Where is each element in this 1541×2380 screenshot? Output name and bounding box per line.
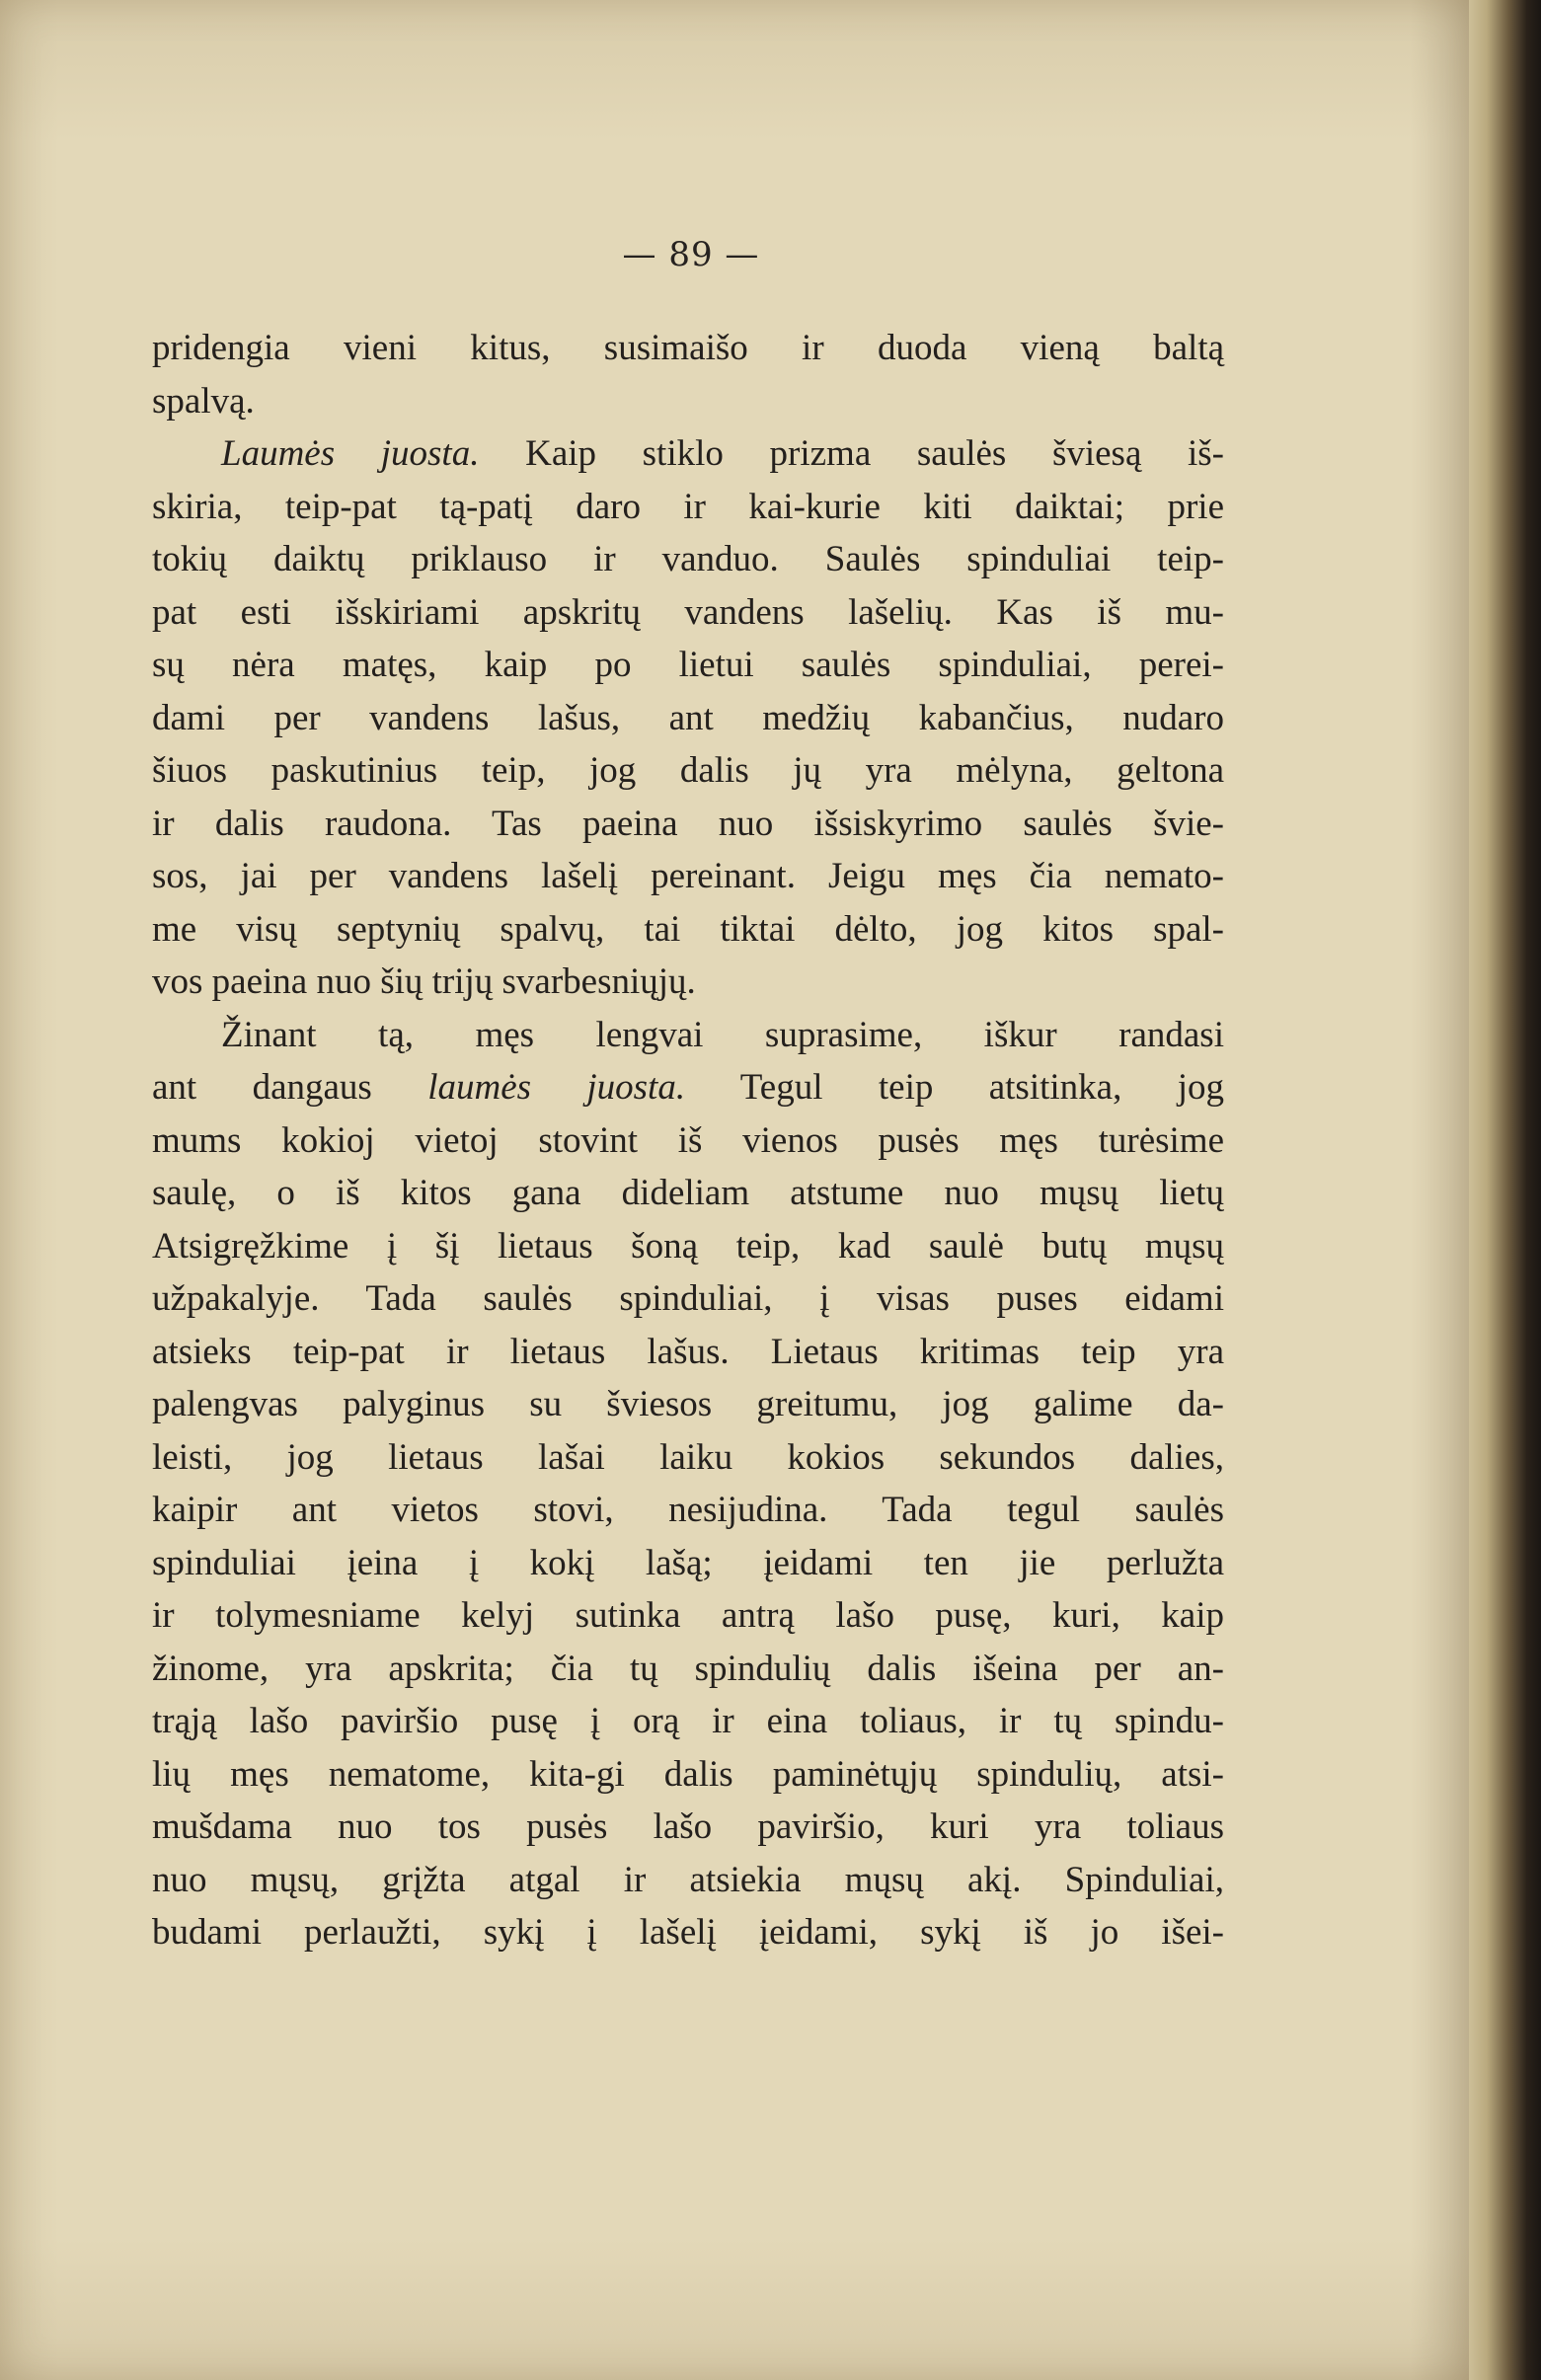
text-line: užpakalyje. Tada saulės spinduliai, į visas puses eidami [152,1278,1224,1319]
text-line [152,1061,1224,1114]
text-line: budami perlaužti, sykį į lašelį įeidami, sykį iš jo išei- [152,1912,1224,1953]
text-line: spinduliai įeina į kokį lašą; įeidami ten jie perlužta [152,1542,1224,1583]
text-line: vos paeina nuo šių trijų svarbesniųjų. [152,961,696,1002]
text-line: šiuos paskutinius teip, jog dalis jų yra mėlyna, geltona [152,750,1224,791]
text-line: trąją lašo paviršio pusę į orą ir eina toliaus, ir tų spindu- [152,1701,1224,1741]
text-span: Tegul teip atsitinka, jog [685,1067,1224,1108]
text-line: ir dalis raudona. Tas paeina nuo išsiskyrimo saulės švie- [152,803,1224,844]
text-line: nuo mųsų, grįžta atgal ir atsiekia mųsų akį. Spinduliai, [152,1859,1224,1900]
text-line: Žinant tą, męs lengvai suprasime, iškur randasi [221,1014,1224,1055]
page-body-text [152,322,1224,1959]
italic-term: laumės juosta. [427,1067,686,1108]
text-line: Atsigręžkime į šį lietaus šoną teip, kad saulė butų mųsų [152,1225,1224,1267]
text-line: spalvą. [152,380,255,422]
text-line: leisti, jog lietaus lašai laiku kokios sekundos dalies, [152,1436,1224,1478]
text-line: atsieks teip-pat ir lietaus lašus. Lietaus kritimas teip yra [152,1331,1224,1372]
text-line: dami per vandens lašus, ant medžių kabančius, nudaro [152,697,1224,738]
book-spine-edge [1469,0,1541,2380]
text-line: kaipir ant vietos stovi, nesijudina. Tada tegul saulės [152,1490,1224,1530]
page-number: — 89 — [622,235,760,274]
text-line: skiria, teip-pat tą-patį daro ir kai-kurie kiti daiktai; prie [152,486,1224,527]
section-heading-italic: Laumės juosta. [221,433,480,474]
text-line: lių męs nematome, kita-gi dalis paminėtųjų spindulių, atsi- [152,1753,1224,1795]
text-line: mums kokioj vietoj stovint iš vienos pusės męs turėsime [152,1119,1224,1161]
text-line: me visų septynių spalvų, tai tiktai dėlto, jog kitos spal- [152,908,1224,950]
text-span: ant dangaus [152,1067,428,1108]
text-line: mušdama nuo tos pusės lašo paviršio, kuri yra toliaus [152,1806,1224,1847]
text-line: tokių daiktų priklauso ir vanduo. Saulės spinduliai teip- [152,539,1224,579]
text-line [152,427,1224,481]
text-line: pat esti išskiriami apskritų vandens lašelių. Kas iš mu- [152,591,1224,633]
text-line: saulę, o iš kitos gana dideliam atstume nuo mųsų lietų [152,1173,1224,1213]
text-line: žinome, yra apskrita; čia tų spindulių dalis išeina per an- [152,1648,1224,1689]
text-line: pridengia vieni kitus, susimaišo ir duoda vieną baltą [152,328,1224,368]
text-line: ir tolymesniame kelyj sutinka antrą lašo pusę, kuri, kaip [152,1595,1224,1636]
text-line: sų nėra matęs, kaip po lietui saulės spinduliai, perei- [152,645,1224,685]
text-line: sos, jai per vandens lašelį pereinant. Jeigu męs čia nemato- [152,856,1224,896]
text-line: palengvas palyginus su šviesos greitumu, jog galime da- [152,1384,1224,1424]
text-span: Kaip stiklo prizma saulės šviesą iš- [479,433,1225,474]
